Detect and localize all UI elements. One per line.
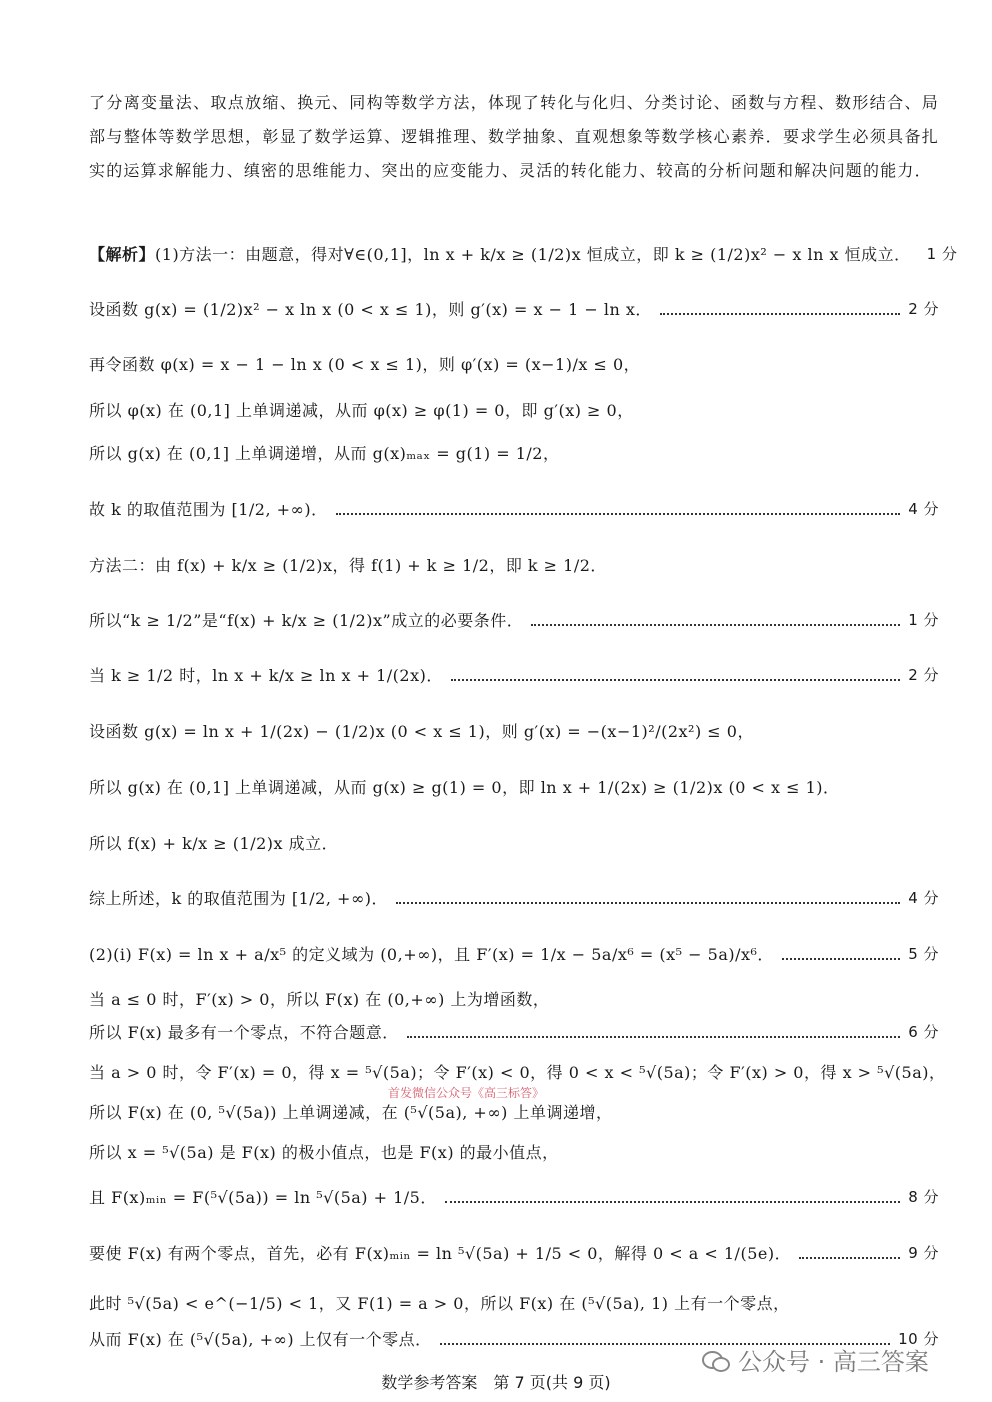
line-text: 所以 g(x) 在 (0,1] 上单调递增，从而 g(x)ₘₐₓ = g(1) = 1/2， bbox=[89, 443, 560, 463]
line-text: 当 a > 0 时，令 F′(x) = 0，得 x = ⁵√(5a)；令 F′(x) < 0，得 0 < x < ⁵√(5a)；令 F′(x) > 0，得 x > ⁵√(5a)， bbox=[89, 1062, 946, 1082]
solution-line bbox=[89, 432, 939, 472]
solution-line bbox=[89, 822, 939, 862]
solution-line bbox=[89, 1282, 939, 1322]
leader-dots bbox=[407, 1036, 900, 1038]
solution-line bbox=[89, 933, 939, 973]
score: 1 分 bbox=[926, 244, 958, 263]
solution-line bbox=[89, 288, 939, 328]
jiexi-label: 【解析】 bbox=[89, 244, 156, 264]
score: 2 分 bbox=[908, 665, 939, 684]
page-footer: 数学参考答案 第 7 页(共 9 页) bbox=[381, 1373, 611, 1392]
solution-line bbox=[89, 233, 958, 273]
leader-dots bbox=[782, 958, 900, 960]
line-text: 所以 x = ⁵√(5a) 是 F(x) 的极小值点，也是 F(x) 的最小值点， bbox=[89, 1142, 559, 1162]
leader-dots bbox=[396, 902, 900, 904]
score: 5 分 bbox=[908, 944, 939, 963]
line-text: 故 k 的取值范围为 [1/2, +∞)． bbox=[89, 499, 328, 519]
line-text: 所以 F(x) 在 (0, ⁵√(5a)) 上单调递减，在 (⁵√(5a), +∞) 上单调递增， bbox=[89, 1102, 613, 1122]
solution-line bbox=[89, 599, 939, 639]
solution-line bbox=[89, 1176, 939, 1216]
leader-dots bbox=[445, 1201, 900, 1203]
solution-line bbox=[89, 544, 939, 584]
solution-line bbox=[89, 343, 939, 383]
line-text: 再令函数 φ(x) = x − 1 − ln x (0 < x ≤ 1)，则 φ′(x) = (x−1)/x ≤ 0， bbox=[89, 354, 641, 374]
solution-line bbox=[89, 877, 939, 917]
solution-line bbox=[89, 1232, 939, 1272]
line-text: 所以 F(x) 最多有一个零点，不符合题意． bbox=[89, 1022, 399, 1042]
line-text: 所以 g(x) 在 (0,1] 上单调递减，从而 g(x) ≥ g(1) = 0，即 ln x + 1/(2x) ≥ (1/2)x (0 < x ≤ 1)． bbox=[89, 777, 840, 797]
leader-dots bbox=[451, 679, 900, 681]
leader-dots bbox=[660, 313, 900, 315]
line-text: 当 k ≥ 1/2 时，ln x + k/x ≥ ln x + 1/(2x)． bbox=[89, 665, 443, 685]
solution-line bbox=[89, 1131, 939, 1171]
line-text: 方法二：由 f(x) + k/x ≥ (1/2)x，得 f(1) + k ≥ 1/2，即 k ≥ 1/2． bbox=[89, 555, 607, 575]
score: 4 分 bbox=[908, 499, 939, 518]
line-text: 从而 F(x) 在 (⁵√(5a), +∞) 上仅有一个零点． bbox=[89, 1329, 432, 1349]
solution-line bbox=[89, 389, 939, 429]
intro-paragraph: 了分离变量法、取点放缩、换元、同构等数学方法，体现了转化与化归、分类讨论、函数与方程、数形结合、局部与整体等数学思想，彰显了数学运算、逻辑推理、数学抽象、直观想象等数学核心素养．要求学生必须具备扎实的运算求解能力、缜密的思维能力、突出的应变能力、灵活的转化能力、较高的分析问题和解决问题的能力． bbox=[89, 93, 939, 180]
line-text: 设函数 g(x) = (1/2)x² − x ln x (0 < x ≤ 1)，则 g′(x) = x − 1 − ln x． bbox=[89, 299, 652, 319]
solution-line bbox=[89, 710, 939, 750]
solution-line bbox=[89, 766, 939, 806]
score: 6 分 bbox=[908, 1022, 939, 1041]
solution-line bbox=[89, 654, 939, 694]
line-text: 要使 F(x) 有两个零点，首先，必有 F(x)ₘᵢₙ = ln ⁵√(5a) + 1/5 < 0，解得 0 < a < 1/(5e)． bbox=[89, 1243, 792, 1263]
line-text: 设函数 g(x) = ln x + 1/(2x) − (1/2)x (0 < x ≤ 1)，则 g′(x) = −(x−1)²/(2x²) ≤ 0， bbox=[89, 721, 754, 741]
solution-line bbox=[89, 1091, 939, 1131]
score: 9 分 bbox=[908, 1243, 939, 1262]
score: 10 分 bbox=[898, 1329, 939, 1348]
score: 1 分 bbox=[908, 610, 939, 629]
line-text: (1)方法一：由题意，得对∀∈(0,1]，ln x + k/x ≥ (1/2)x 恒成立，即 k ≥ (1/2)x² − x ln x 恒成立． bbox=[155, 244, 911, 264]
line-text: 当 a ≤ 0 时，F′(x) > 0，所以 F(x) 在 (0,+∞) 上为增函数， bbox=[89, 989, 550, 1009]
leader-dots bbox=[799, 1257, 900, 1259]
watermark-text: 首发微信公众号《高三标答》 bbox=[388, 1086, 545, 1100]
line-text: 所以 f(x) + k/x ≥ (1/2)x 成立． bbox=[89, 833, 339, 853]
line-text: 此时 ⁵√(5a) < e^(−1/5) < 1，又 F(1) = a > 0，所以 F(x) 在 (⁵√(5a), 1) 上有一个零点， bbox=[89, 1293, 790, 1313]
score: 2 分 bbox=[908, 299, 939, 318]
solution-line bbox=[89, 488, 939, 528]
line-text: 且 F(x)ₘᵢₙ = F(⁵√(5a)) = ln ⁵√(5a) + 1/5． bbox=[89, 1187, 437, 1207]
solution-line bbox=[89, 1011, 939, 1051]
wechat-icon bbox=[702, 1349, 730, 1371]
leader-dots bbox=[336, 513, 901, 515]
line-text: 综上所述，k 的取值范围为 [1/2, +∞)． bbox=[89, 888, 389, 908]
line-text: 所以“k ≥ 1/2”是“f(x) + k/x ≥ (1/2)x”成立的必要条件． bbox=[89, 610, 524, 630]
line-text: (2)(i) F(x) = ln x + a/x⁵ 的定义域为 (0,+∞)，且 F′(x) = 1/x − 5a/x⁶ = (x⁵ − 5a)/x⁶． bbox=[89, 944, 774, 964]
line-text: 所以 φ(x) 在 (0,1] 上单调递减，从而 φ(x) ≥ φ(1) = 0，即 g′(x) ≥ 0， bbox=[89, 400, 634, 420]
score: 8 分 bbox=[908, 1187, 939, 1206]
score: 4 分 bbox=[908, 888, 939, 907]
brand-text: 公众号 · 高三答案 bbox=[738, 1348, 929, 1376]
leader-dots bbox=[531, 624, 900, 626]
